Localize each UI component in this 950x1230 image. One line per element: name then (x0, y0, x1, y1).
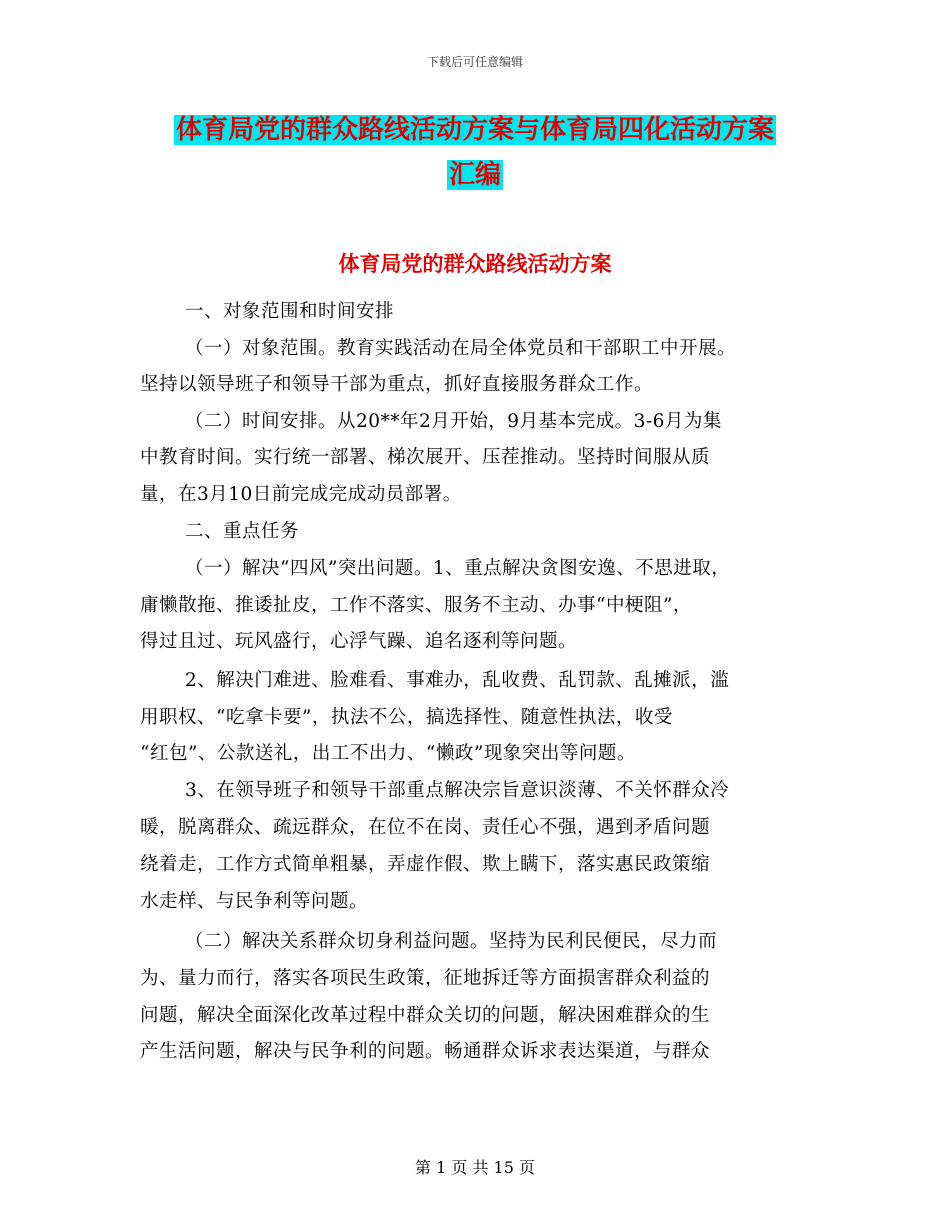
paragraph-line: 问题，解决全面深化改革过程中群众关切的问题，解决困难群众的生 (140, 1005, 711, 1026)
paragraph-line: 3、在领导班子和领导干部重点解决宗旨意识淡薄、不关怀群众冷 (185, 780, 730, 801)
paragraph-line: 绕着走，工作方式简单粗暴，弄虚作假、欺上瞒下，落实惠民政策缩 (140, 854, 711, 875)
paragraph-line: “红包”、公款送礼，出工不出力、“懒政”现象突出等问题。 (140, 743, 636, 764)
paragraph-line: 产生活问题，解决与民争利的问题。畅通群众诉求表达渠道，与群众 (140, 1041, 711, 1062)
paragraph-line: 坚持以领导班子和领导干部为重点，抓好直接服务群众工作。 (140, 374, 654, 395)
paragraph-line: （二）解决关系群众切身利益问题。坚持为民利民便民，尽力而 (185, 931, 718, 952)
page-footer: 第 1 页 共 15 页 (415, 1158, 535, 1177)
paragraph-line: 为、量力而行，落实各项民生政策，征地拆迁等方面损害群众利益的 (140, 968, 711, 989)
paragraph-line: 用职权、“吃拿卡要”，执法不公，搞选择性、随意性执法，收受 (140, 707, 673, 728)
section-title: 体育局党的群众路线活动方案 (338, 252, 612, 276)
paragraph-line: （一）解决“四风”突出问题。1、重点解决贪图安逸、不思进取， (185, 558, 731, 579)
paragraph-line: 水走样、与民争利等问题。 (140, 891, 369, 912)
paragraph-line: 暖，脱离群众、疏远群众，在位不在岗、责任心不强，遇到矛盾问题 (140, 817, 711, 838)
document-title-line-2: 汇编 (448, 160, 501, 190)
heading-2: 二、重点任务 (185, 521, 300, 542)
paragraph-line: 庸懒散拖、推诿扯皮，工作不落实、服务不主动、办事“中梗阻”， (140, 595, 692, 616)
paragraph-line: （一）对象范围。教育实践活动在局全体党员和干部职工中开展。 (185, 338, 737, 359)
paragraph-line: 量，在3月10日前完成完成动员部署。 (140, 484, 462, 505)
heading-1: 一、对象范围和时间安排 (185, 301, 395, 322)
paragraph-line: 得过且过、玩风盛行，心浮气躁、追名逐利等问题。 (140, 631, 578, 652)
paragraph-line: 2、解决门难进、脸难看、事难办，乱收费、乱罚款、乱摊派，滥 (185, 670, 730, 691)
header-note: 下载后可任意编辑 (426, 55, 523, 69)
paragraph-line: 中教育时间。实行统一部署、梯次展开、压茬推动。坚持时间服从质 (140, 447, 711, 468)
paragraph-line: （二）时间安排。从20**年2月开始，9月基本完成。3-6月为集 (185, 411, 722, 432)
document-title-line-1: 体育局党的群众路线活动方案与体育局四化活动方案 (175, 115, 774, 145)
